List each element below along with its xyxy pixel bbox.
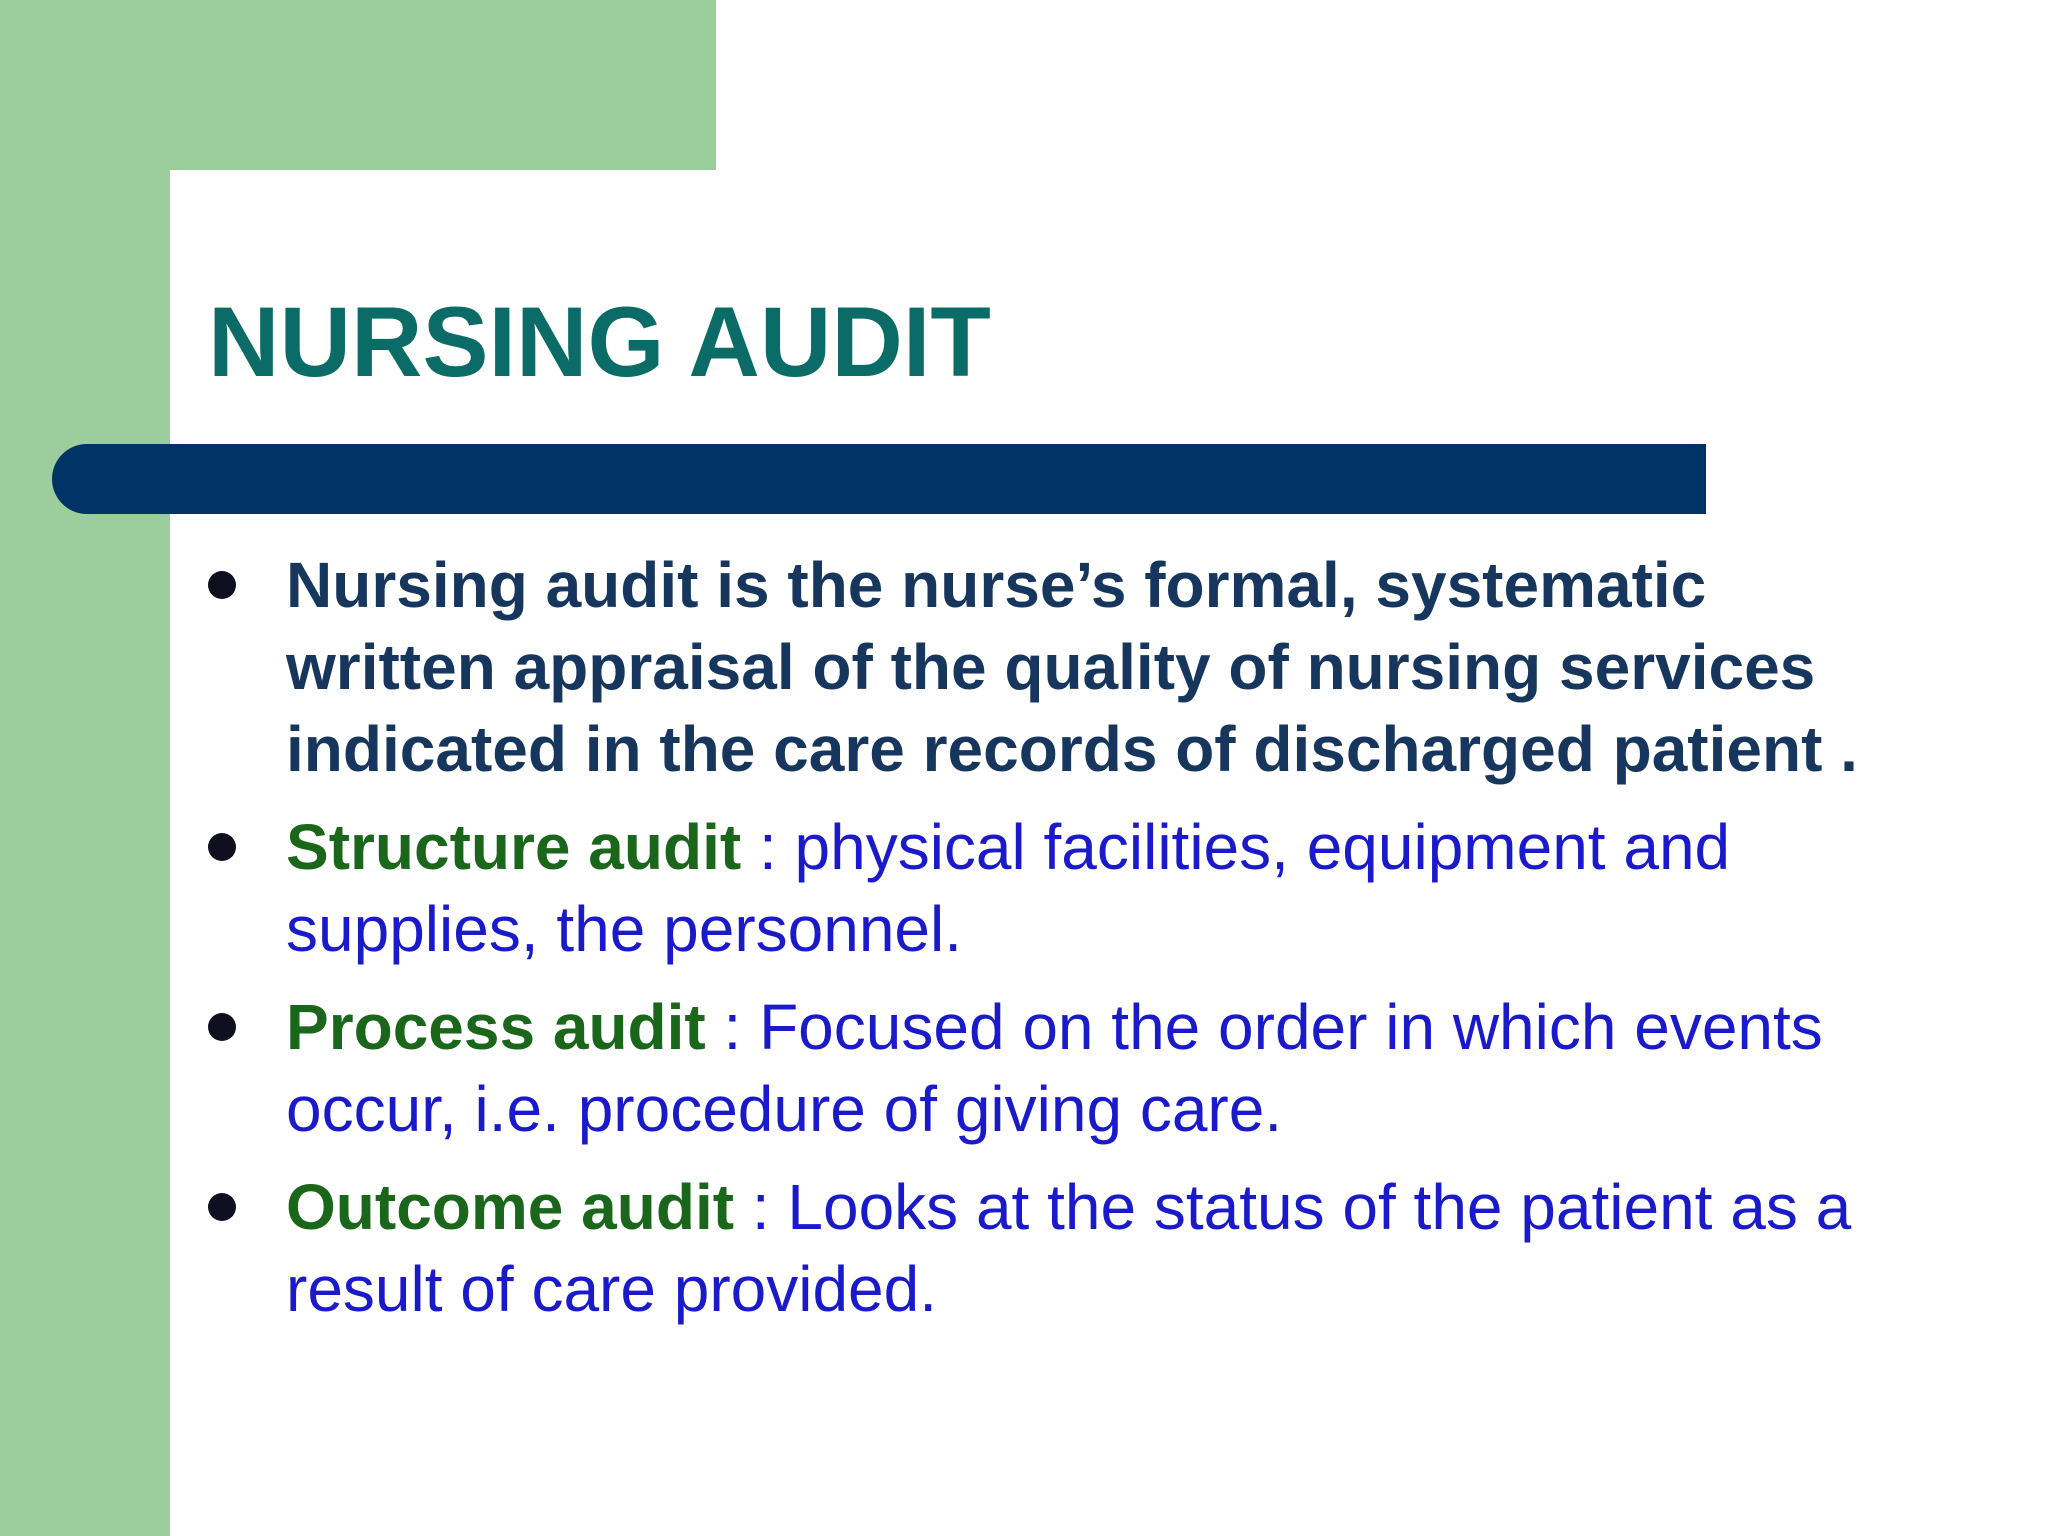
title-rule bbox=[52, 444, 1706, 514]
bullet-dot-icon bbox=[208, 833, 236, 861]
process-audit-description: Focused on the order in which events occur, i.e. procedure of giving care. bbox=[286, 991, 1823, 1145]
bullet-item-outcome-audit bbox=[208, 1166, 1858, 1330]
structure-audit-description: physical facilities, equipment and supplies, the personnel. bbox=[286, 811, 1731, 965]
top-accent-band bbox=[0, 0, 716, 170]
structure-audit-term: Structure audit bbox=[286, 811, 742, 883]
bullet-item-definition bbox=[208, 544, 1858, 790]
process-audit-separator: : bbox=[705, 991, 760, 1063]
bullet-dot-icon bbox=[208, 1193, 236, 1221]
bullet-item-structure-audit bbox=[208, 806, 1858, 970]
outcome-audit-description: Looks at the status of the patient as a result of care provided. bbox=[286, 1171, 1852, 1325]
bullet-dot-icon bbox=[208, 571, 236, 599]
process-audit-term: Process audit bbox=[286, 991, 706, 1063]
bullet-item-process-audit bbox=[208, 986, 1858, 1150]
left-accent-band bbox=[0, 0, 170, 1536]
structure-audit-separator: : bbox=[741, 811, 795, 883]
bullet-list bbox=[208, 544, 1858, 1346]
definition-text: Nursing audit is the nurse’s formal, systematic written appraisal of the quality of nursing services indicated in the care records of discharged patient . bbox=[286, 549, 1858, 785]
bullet-dot-icon bbox=[208, 1013, 236, 1041]
outcome-audit-term: Outcome audit bbox=[286, 1171, 735, 1243]
outcome-audit-separator: : bbox=[734, 1171, 788, 1243]
slide-title: NURSING AUDIT bbox=[208, 286, 991, 397]
